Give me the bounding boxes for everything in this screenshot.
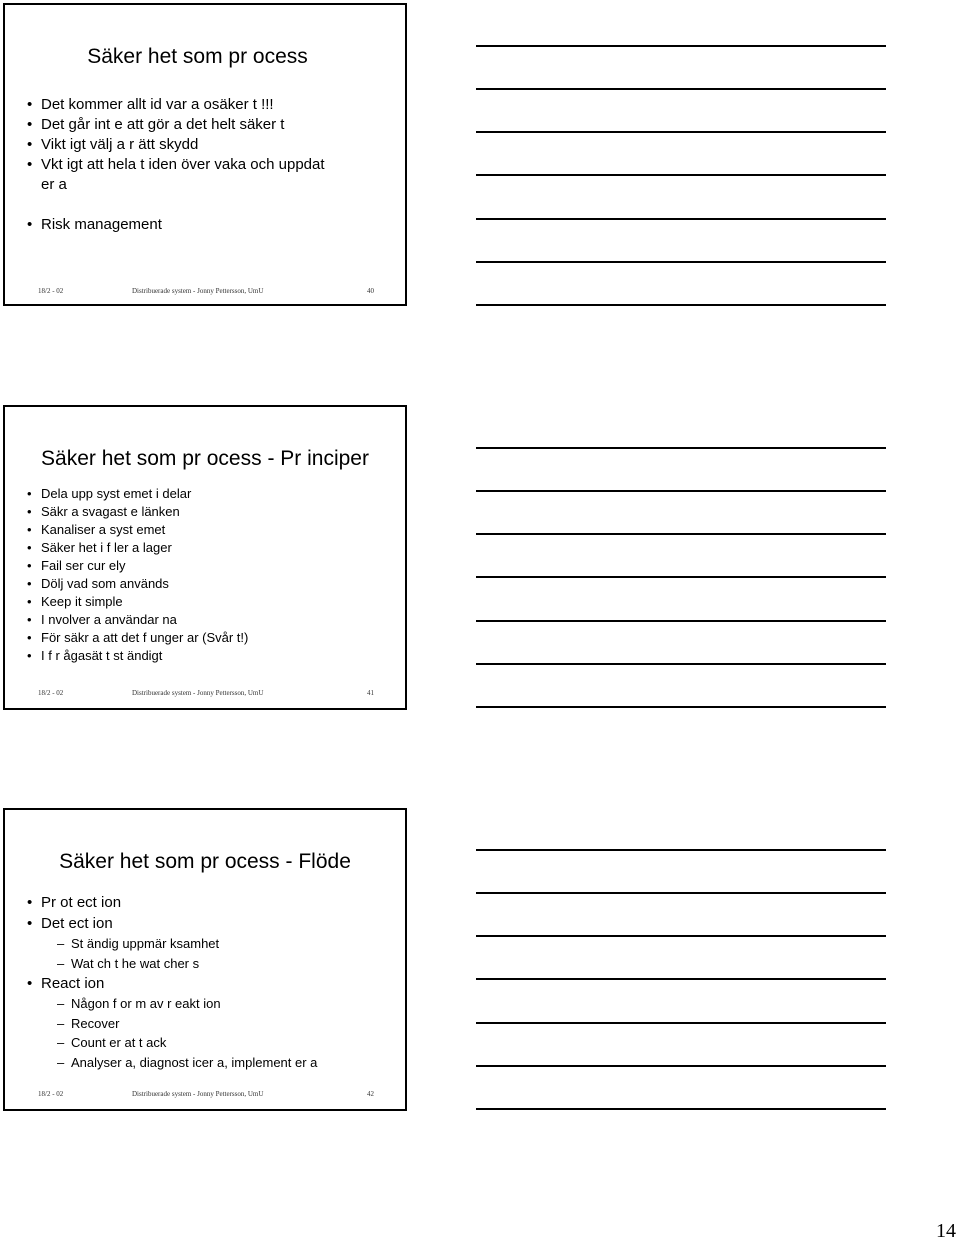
note-line — [476, 706, 886, 708]
note-line — [476, 935, 886, 937]
bullet-label: Pr ot ect ion — [41, 894, 122, 911]
note-line — [476, 447, 886, 449]
bullet-item: • Kanaliser a syst emet — [27, 521, 395, 539]
note-line — [476, 533, 886, 535]
bullet-item: • Det kommer allt id var a osäker t !!! — [27, 95, 395, 115]
note-line — [476, 576, 886, 578]
note-line — [476, 849, 886, 851]
note-line — [476, 174, 886, 176]
sub-bullet-list — [41, 934, 395, 973]
note-line — [476, 304, 886, 306]
note-line — [476, 892, 886, 894]
bullet-item: • Vikt igt välj a r ätt skydd — [27, 135, 395, 155]
sub-bullet-item: – Recover — [57, 1014, 395, 1034]
bullet-item: • Fail ser cur ely — [27, 557, 395, 575]
sub-bullet-item: – Någon f or m av r eakt ion — [57, 994, 395, 1014]
footer-course: Distribuerade system - Jonny Pettersson, UmU — [132, 1090, 264, 1098]
note-line — [476, 261, 886, 263]
footer-date: 18/2 - 02 — [38, 287, 64, 295]
note-line — [476, 88, 886, 90]
slide-title: Säker het som pr ocess - Flöde — [59, 850, 351, 873]
bullet-list — [27, 892, 395, 1072]
bullet-item: • Vkt igt att hela t iden över vaka och uppdat er a — [27, 155, 331, 195]
bullet-item: • Säker het i f ler a lager — [27, 539, 395, 557]
bullet-item — [27, 913, 395, 973]
bullet-item: • Dölj vad som används — [27, 575, 395, 593]
bullet-item: • Dela upp syst emet i delar — [27, 485, 395, 503]
note-line — [476, 490, 886, 492]
slide-40 — [3, 3, 407, 306]
page-number: 14 — [936, 1220, 956, 1242]
slide-42 — [3, 808, 407, 1111]
bullet-item: • Säkr a svagast e länken — [27, 503, 395, 521]
note-line — [476, 1022, 886, 1024]
sub-bullet-item: – Count er at t ack — [57, 1033, 395, 1053]
footer-slide-number: 41 — [367, 689, 374, 697]
note-line — [476, 978, 886, 980]
footer-date: 18/2 - 02 — [38, 1090, 64, 1098]
note-line — [476, 620, 886, 622]
bullet-item: • För säkr a att det f unger ar (Svår t!) — [27, 629, 395, 647]
sub-bullet-list — [41, 994, 395, 1072]
note-line — [476, 131, 886, 133]
footer-slide-number: 42 — [367, 1090, 374, 1098]
bullet-item: • I nvolver a användar na — [27, 611, 395, 629]
slide-41 — [3, 405, 407, 710]
note-line — [476, 218, 886, 220]
bullet-item: • I f r ågasät t st ändigt — [27, 647, 395, 665]
bullet-label: Det ect ion — [41, 915, 113, 932]
bullet-label: React ion — [41, 975, 105, 992]
bullet-item: • Det går int e att gör a det helt säker t — [27, 115, 395, 135]
footer-slide-number: 40 — [367, 287, 374, 295]
bullet-list — [27, 485, 395, 665]
sub-bullet-item: – St ändig uppmär ksamhet — [57, 934, 395, 954]
bullet-item — [27, 973, 395, 1072]
bullet-item: • Risk management — [27, 215, 395, 235]
bullet-item — [27, 892, 395, 913]
bullet-list — [27, 95, 395, 235]
note-line — [476, 663, 886, 665]
footer-course: Distribuerade system - Jonny Pettersson, UmU — [132, 287, 264, 295]
bullet-item: • Keep it simple — [27, 593, 395, 611]
note-line — [476, 1108, 886, 1110]
footer-course: Distribuerade system - Jonny Pettersson, UmU — [132, 689, 264, 697]
slide-title: Säker het som pr ocess - Pr inciper — [41, 447, 369, 470]
sub-bullet-item: – Wat ch t he wat cher s — [57, 954, 395, 974]
sub-bullet-item: – Analyser a, diagnost icer a, implement er a — [57, 1053, 395, 1073]
slide-title: Säker het som pr ocess — [87, 45, 308, 68]
note-line — [476, 45, 886, 47]
footer-date: 18/2 - 02 — [38, 689, 64, 697]
note-line — [476, 1065, 886, 1067]
